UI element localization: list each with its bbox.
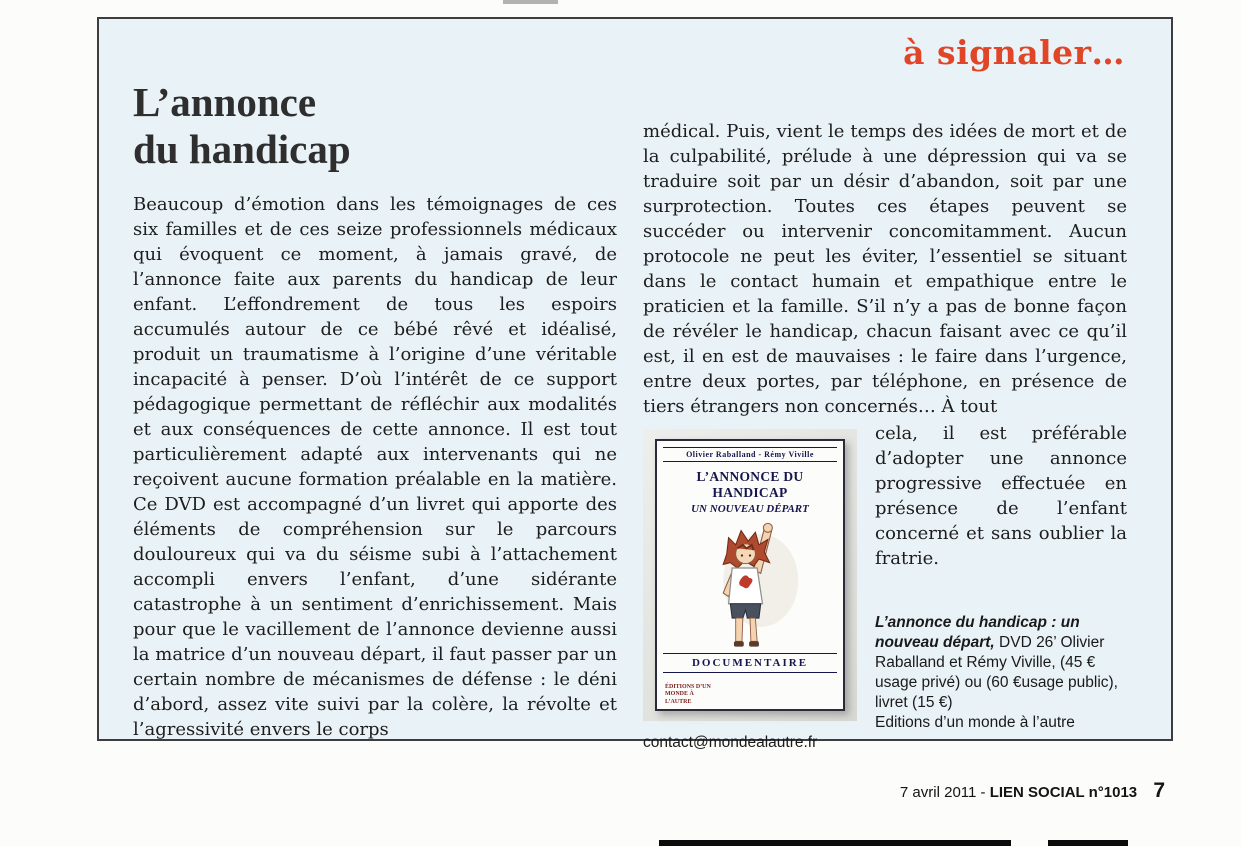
dvd-authors: Olivier Raballand - Rémy Viville bbox=[663, 447, 837, 462]
wrap-zone bbox=[643, 421, 1127, 753]
scan-artifact-bottom-2 bbox=[1048, 840, 1128, 846]
caption-publisher: Editions d’un monde à l’autre bbox=[875, 714, 1075, 731]
article-body-left: Beaucoup d’émotion dans les témoignages de ces six familles et de ces seize professionnels médicaux qui évoquent ce moment, à jamais gravé, de l’annonce faite aux parents du handicap de leur enfant. L’effondrement de tous les espoirs accumulés autour de ce bébé rêvé et idéalisé, produit un traumatisme à l’origine d’une véritable incapacité à penser. D’où l’intérêt de ce support pédagogique permettant de réfléchir aux modalités et aux conséquences de cette annonce. Il est tout particulièrement adapté aux intervenants qui ne reçoivent aucune formation préalable en la matière. Ce DVD est accompagné d’un livret qui apporte des éléments de compréhension sur le parcours douloureux qui va du séisme subi à l’attachement accompli envers l’enfant, d’une sidérante catastrophe à un sentiment d’enrichissement. Mais pour que le vacillement de l’annonce devienne aussi la matrice d’un nouveau départ, il faut passer par un certain nombre de mécanismes de défense : le déni d’abord, assez vite suivi par la colère, la révolte et l’agressivité envers le corps bbox=[133, 194, 617, 741]
footer-date: 7 avril 2011 - bbox=[899, 784, 986, 801]
right-column bbox=[643, 19, 1127, 751]
caption-title: L’annonce du handicap : un nouveau départ, bbox=[875, 614, 1080, 651]
scan-artifact-top bbox=[503, 0, 558, 4]
dvd-genre: DOCUMENTAIRE bbox=[663, 653, 837, 673]
caption-contact: contact@mondealautre.fr bbox=[643, 734, 818, 751]
page-number: 7 bbox=[1153, 779, 1165, 802]
article-panel bbox=[97, 17, 1173, 751]
article-title-line2: du handicap bbox=[133, 125, 351, 172]
dvd-art bbox=[663, 518, 837, 652]
scan-artifact-bottom-1 bbox=[659, 840, 1011, 846]
page-footer bbox=[900, 779, 1165, 803]
dvd-cover bbox=[643, 429, 857, 721]
dvd-publisher-logo: ÉDITIONS D’UN MONDE À L’AUTRE bbox=[665, 683, 711, 705]
dvd-cover-illustration bbox=[663, 518, 837, 652]
dvd-title: L’ANNONCE DU HANDICAP bbox=[696, 469, 804, 500]
article-title-line1: L’annonce bbox=[133, 79, 317, 125]
article-columns bbox=[99, 19, 1171, 751]
footer-publication: LIEN SOCIAL n°1013 bbox=[989, 784, 1138, 801]
article-body-right-wrapped: cela, il est préférable d’adopter une annonce progressive effectuée en présence de l’enfant concerné et sans oublier la fratrie. bbox=[875, 423, 1127, 569]
caption-details: DVD 26’ Olivier Raballand et Rémy Viville, (45 € usage privé) ou (60 €usage public), livret (15 €) bbox=[875, 634, 1118, 711]
article-title bbox=[133, 79, 617, 172]
dvd-subtitle: UN NOUVEAU DÉPART bbox=[691, 503, 809, 515]
left-column bbox=[133, 19, 617, 739]
section-label: à signaler… bbox=[903, 33, 1125, 72]
article-body-right-top: médical. Puis, vient le temps des idées de mort et de la culpabilité, prélude à une dépression qui va se traduire soit par un désir d’abandon, soit par une surprotection. Toutes ces étapes peuvent se succéder ou intervenir concomitamment. Aucun protocole ne peut les éviter, l’essentiel se situant dans le contact humain et empathique entre le praticien et la famille. S’il n’y a pas de bonne façon de révéler le handicap, chacun faisant avec ce qu’il est, il en est de mauvaises : le faire dans l’urgence, entre deux portes, par téléphone, en présence de tiers étrangers non concernés… À tout bbox=[643, 121, 1127, 417]
dvd-cover-front bbox=[655, 439, 845, 711]
